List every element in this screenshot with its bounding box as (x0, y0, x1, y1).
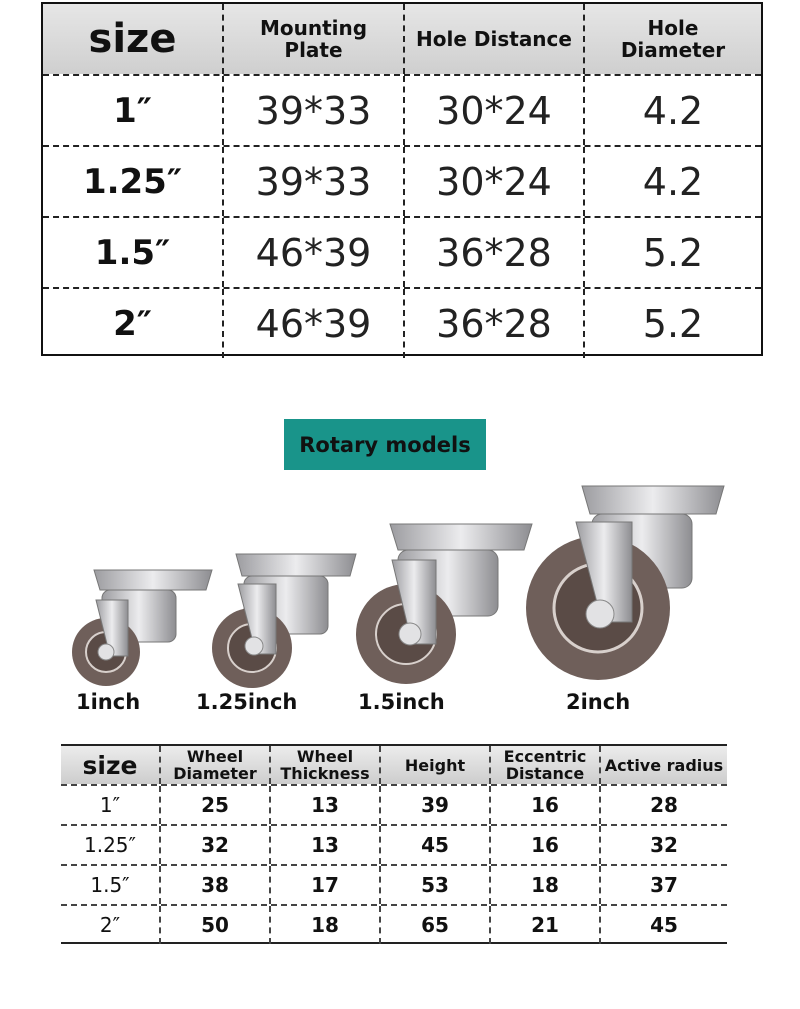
height-cell: 39 (379, 786, 489, 824)
caster-2inch-image (522, 482, 727, 690)
mounting-plate-cell: 46*39 (222, 289, 403, 358)
table-header-row (43, 4, 761, 74)
banner-label: Rotary models (299, 432, 471, 457)
hole-distance-cell: 36*28 (403, 289, 583, 358)
wheel-diameter-cell: 38 (159, 866, 269, 904)
wheel-diameter-cell: 50 (159, 906, 269, 944)
active-radius-cell: 28 (599, 786, 727, 824)
size-cell: 2″ (113, 303, 152, 344)
wheel-spec-table (61, 744, 727, 944)
table-row (61, 904, 727, 944)
size-cell: 1″ (113, 90, 152, 131)
table-row (43, 287, 761, 358)
active-radius-cell: 32 (599, 826, 727, 864)
rotary-models-banner (284, 419, 486, 470)
hole-diameter-cell: 4.2 (583, 76, 761, 145)
mounting-spec-table (41, 2, 763, 356)
header-size: size (88, 16, 177, 62)
header-wheel-diameter: Wheel Diameter (159, 746, 269, 784)
size-cell: 1.5″ (90, 873, 130, 897)
hole-diameter-cell: 4.2 (583, 147, 761, 216)
height-cell: 53 (379, 866, 489, 904)
hole-distance-cell: 30*24 (403, 76, 583, 145)
height-cell: 65 (379, 906, 489, 944)
caster-label-1-25inch: 1.25inch (196, 690, 298, 714)
wheel-thickness-cell: 17 (269, 866, 379, 904)
caster-label-2inch: 2inch (566, 690, 631, 714)
hole-diameter-cell: 5.2 (583, 289, 761, 358)
wheel-thickness-cell: 13 (269, 826, 379, 864)
size-cell: 1.5″ (94, 232, 171, 273)
wheel-thickness-cell: 18 (269, 906, 379, 944)
hole-distance-cell: 30*24 (403, 147, 583, 216)
mounting-plate-cell: 39*33 (222, 76, 403, 145)
wheel-diameter-cell: 25 (159, 786, 269, 824)
active-radius-cell: 37 (599, 866, 727, 904)
eccentric-distance-cell: 18 (489, 866, 599, 904)
caster-1-25inch-image (202, 550, 362, 690)
hole-distance-cell: 36*28 (403, 218, 583, 287)
header-eccentric-distance: Eccentric Distance (489, 746, 599, 784)
header-mounting-plate: Mounting Plate (222, 4, 403, 74)
active-radius-cell: 45 (599, 906, 727, 944)
caster-1inch-image (66, 560, 216, 690)
header-height: Height (379, 746, 489, 784)
table-row (61, 784, 727, 824)
size-cell: 1″ (99, 793, 121, 817)
table-header-row (61, 744, 727, 784)
table-row (43, 145, 761, 216)
eccentric-distance-cell: 21 (489, 906, 599, 944)
size-cell: 2″ (99, 913, 121, 937)
header-active-radius: Active radius (599, 746, 727, 784)
mounting-plate-cell: 46*39 (222, 218, 403, 287)
header-hole-diameter: Hole Diameter (583, 4, 761, 74)
caster-1-5inch-image (352, 520, 537, 690)
height-cell: 45 (379, 826, 489, 864)
table-row (61, 864, 727, 904)
mounting-plate-cell: 39*33 (222, 147, 403, 216)
header-wheel-thickness: Wheel Thickness (269, 746, 379, 784)
size-cell: 1.25″ (83, 833, 136, 857)
table-row (61, 824, 727, 864)
table-row (43, 74, 761, 145)
wheel-thickness-cell: 13 (269, 786, 379, 824)
table-row (43, 216, 761, 287)
eccentric-distance-cell: 16 (489, 786, 599, 824)
caster-label-1-5inch: 1.5inch (358, 690, 445, 714)
size-cell: 1.25″ (82, 161, 183, 202)
caster-label-1inch: 1inch (76, 690, 141, 714)
hole-diameter-cell: 5.2 (583, 218, 761, 287)
wheel-diameter-cell: 32 (159, 826, 269, 864)
header-size: size (82, 750, 138, 780)
eccentric-distance-cell: 16 (489, 826, 599, 864)
header-hole-distance: Hole Distance (403, 4, 583, 74)
